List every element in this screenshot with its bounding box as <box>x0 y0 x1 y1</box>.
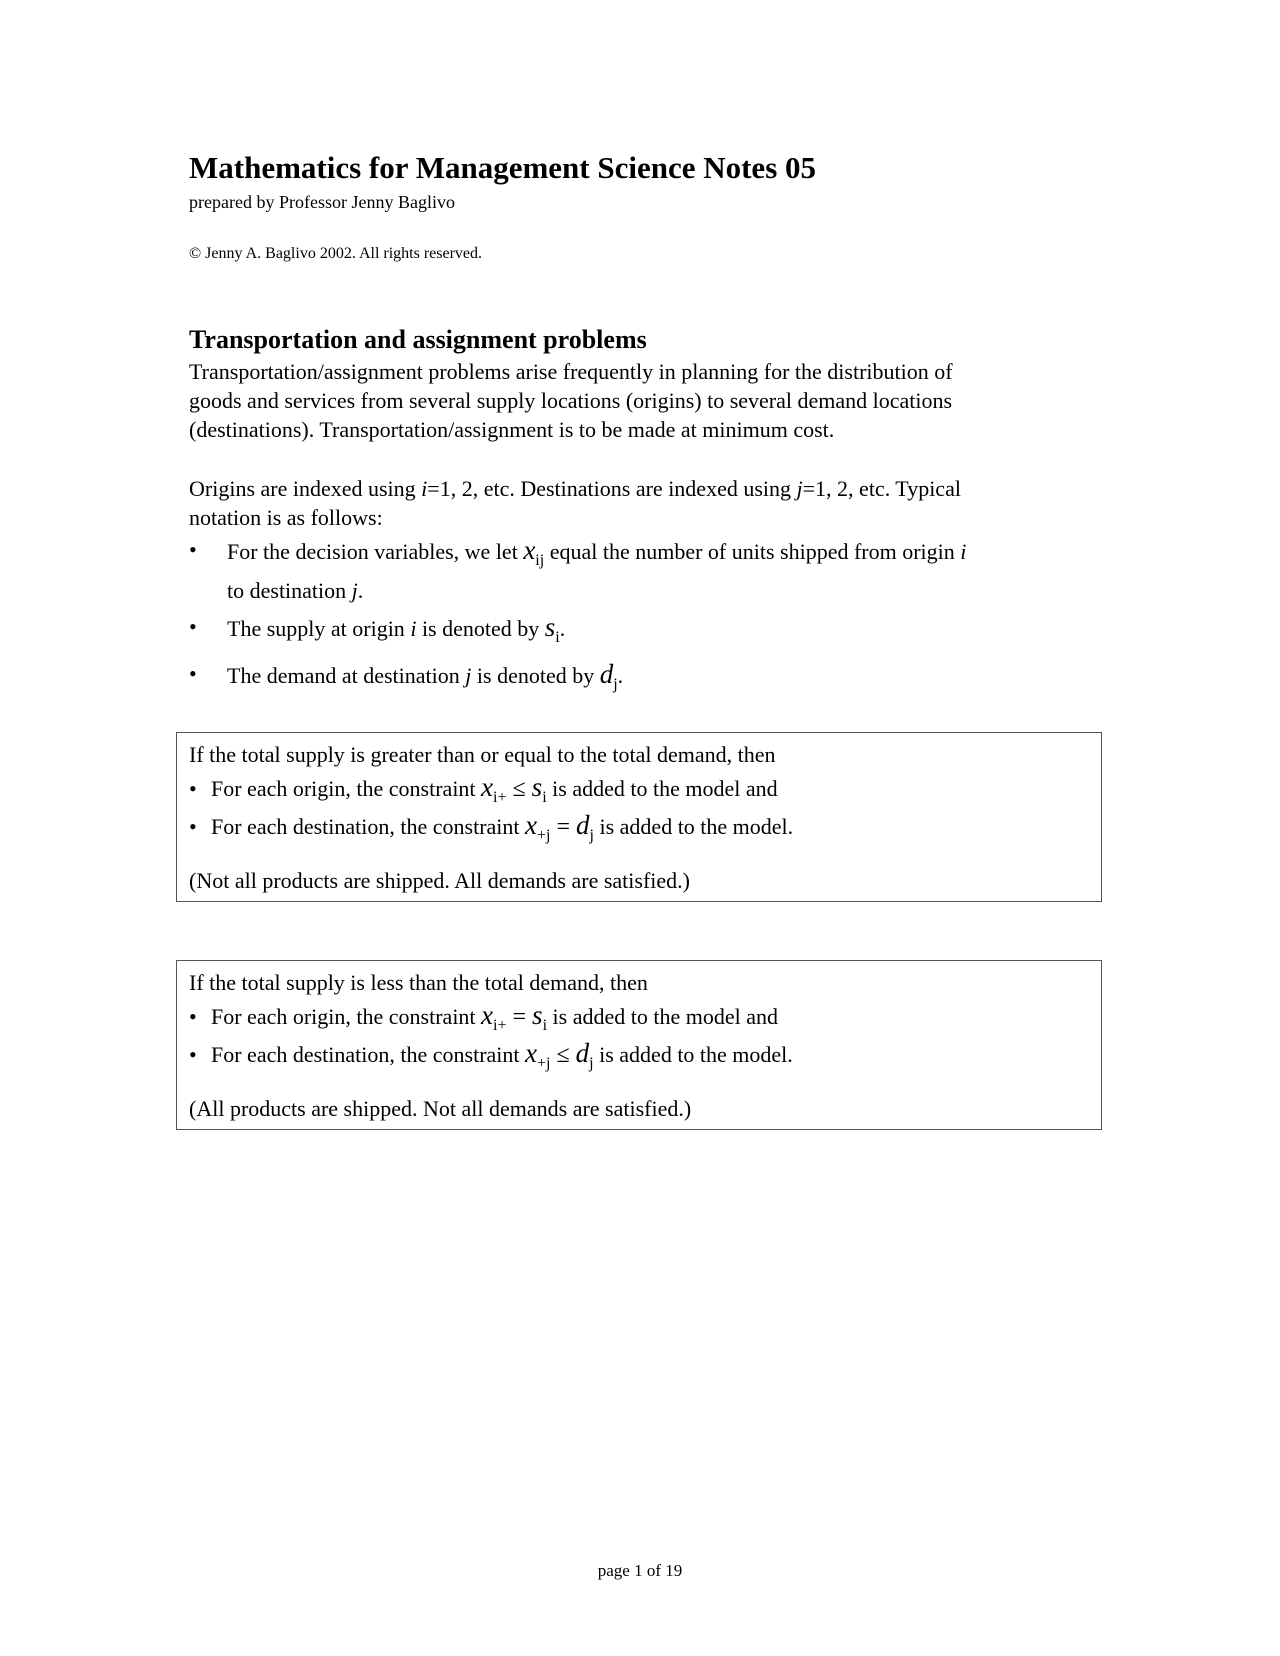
subscript-i: i <box>555 629 560 646</box>
box-bullet-line <box>189 1038 1089 1076</box>
bullet-icon: • <box>189 614 197 639</box>
box-bullet-line <box>189 1000 1089 1038</box>
intro-paragraph <box>189 357 1089 444</box>
subscript-j: j <box>589 827 594 844</box>
text-span: For each origin, the constraint <box>211 1004 482 1029</box>
index-i: i <box>421 476 428 501</box>
variable-x: x <box>525 810 538 840</box>
subscript-ij: ij <box>535 552 545 569</box>
text-span: is added to the model and <box>546 776 778 801</box>
intro-line-3: (destinations). Transportation/assignment is to be made at minimum cost. <box>189 417 835 442</box>
text-span: For the decision variables, we let <box>227 539 524 564</box>
text-span: is added to the model. <box>593 1042 793 1067</box>
text-span: The supply at origin <box>227 616 411 641</box>
bullet-icon: • <box>189 537 197 562</box>
text-span: to destination <box>227 578 352 603</box>
text-span: Origins are indexed using <box>189 476 422 501</box>
subscript-i-plus: i+ <box>493 789 507 806</box>
text-span: For each destination, the constraint <box>211 1042 526 1067</box>
bullet-line <box>227 535 1109 576</box>
index-j: j <box>796 476 803 501</box>
bullet-icon: • <box>189 1042 197 1067</box>
intro-line-1: Transportation/assignment problems arise frequently in planning for the distribution of <box>189 359 953 384</box>
box-bullet-line <box>189 810 1089 848</box>
equals-symbol: = <box>506 1004 533 1030</box>
subscript-plus-j: +j <box>537 827 551 844</box>
variable-x: x <box>481 772 494 802</box>
bullet-line <box>227 576 1109 606</box>
spacer <box>189 1076 1089 1094</box>
text-span: equal the number of units shipped from origin <box>544 539 961 564</box>
subscript-plus-j: +j <box>537 1055 551 1072</box>
supply-geq-demand-box <box>176 732 1102 902</box>
text-span: is denoted by <box>471 663 600 688</box>
period: . <box>617 663 624 688</box>
text-span: =1, 2, etc. Typical <box>802 476 961 501</box>
list-item <box>189 612 1109 653</box>
notation-line-1 <box>189 474 1109 503</box>
list-item <box>189 659 1109 700</box>
index-i: i <box>410 616 417 641</box>
leq-symbol: ≤ <box>506 776 532 802</box>
bullet-icon: • <box>189 1004 197 1029</box>
variable-d: d <box>599 659 614 689</box>
bullet-line <box>227 659 1109 700</box>
variable-s: s <box>544 612 556 642</box>
index-j: j <box>351 578 358 603</box>
leq-symbol: ≤ <box>550 1042 576 1068</box>
box-intro: If the total supply is less than the total demand, then <box>189 970 648 995</box>
box-note: (Not all products are shipped. All demands are satisfied.) <box>189 868 690 893</box>
period: . <box>357 578 364 603</box>
copyright-notice: © Jenny A. Baglivo 2002. All rights reserved. <box>189 245 483 262</box>
box-note: (All products are shipped. Not all demands are satisfied.) <box>189 1096 692 1121</box>
bullet-line <box>227 612 1109 653</box>
subscript-i-plus: i+ <box>493 1017 507 1034</box>
section-title: Transportation and assignment problems <box>189 325 647 354</box>
bullet-icon: • <box>189 661 197 686</box>
supply-lt-demand-box <box>176 960 1102 1130</box>
list-item <box>189 535 1109 606</box>
text-span: For each destination, the constraint <box>211 814 526 839</box>
bullet-icon: • <box>189 814 197 839</box>
subscript-j: j <box>613 676 618 693</box>
subscript-i: i <box>542 1017 548 1034</box>
variable-d: d <box>575 1038 590 1068</box>
spacer <box>189 848 1089 866</box>
variable-s: s <box>531 772 543 802</box>
author-line: prepared by Professor Jenny Baglivo <box>189 192 455 212</box>
bullet-icon: • <box>189 776 197 801</box>
box-intro: If the total supply is greater than or equal to the total demand, then <box>189 742 776 767</box>
index-j: j <box>465 663 472 688</box>
subscript-i: i <box>542 789 547 806</box>
text-span: The demand at destination <box>227 663 466 688</box>
variable-x: x <box>525 1038 538 1068</box>
subscript-j: j <box>589 1055 594 1072</box>
box-bullet-line <box>189 772 1089 810</box>
index-i: i <box>960 539 967 564</box>
equals-symbol: = <box>550 814 577 840</box>
intro-line-2: goods and services from several supply locations (origins) to several demand locations <box>189 388 953 413</box>
notation-bullet-list <box>189 535 1109 706</box>
notation-line-2: notation is as follows: <box>189 505 383 530</box>
text-span: is added to the model. <box>593 814 794 839</box>
text-span: is denoted by <box>416 616 545 641</box>
variable-d: d <box>576 810 590 840</box>
variable-x: x <box>481 1000 494 1030</box>
period: . <box>559 616 566 641</box>
text-span: =1, 2, etc. Destinations are indexed using <box>427 476 797 501</box>
page-number: page 1 of 19 <box>597 1561 683 1580</box>
notation-paragraph <box>189 474 1109 532</box>
text-span: For each origin, the constraint <box>211 776 482 801</box>
variable-x: x <box>523 535 536 565</box>
document-title: Mathematics for Management Science Notes 05 <box>189 150 817 185</box>
text-span: is added to the model and <box>547 1004 778 1029</box>
variable-s: s <box>532 1000 543 1030</box>
